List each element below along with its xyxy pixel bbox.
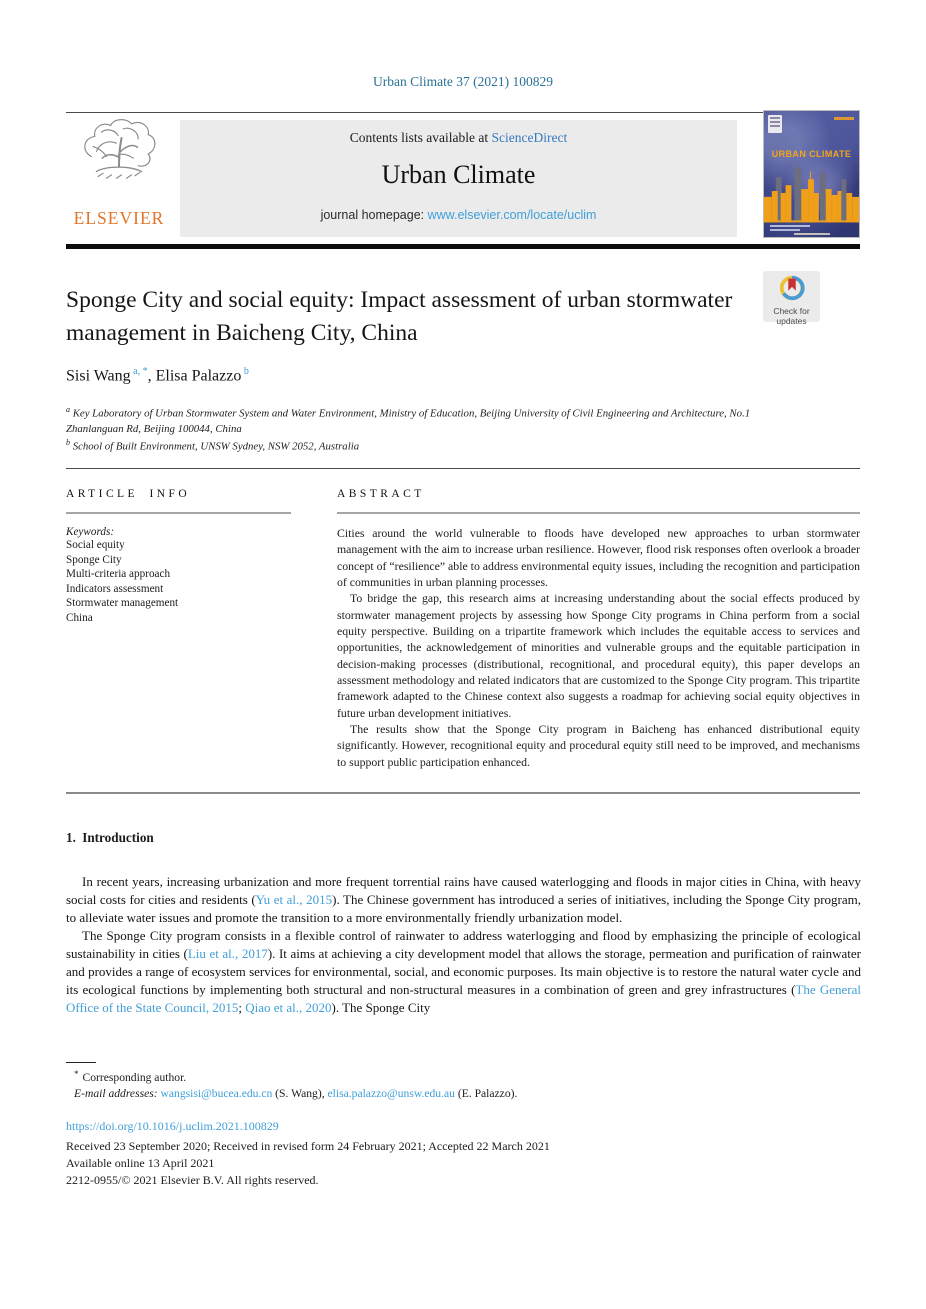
text-segment: ). The Chinese government has introduced a series of initiatives, including the Sponge City program, to alleviate water issues and promote the transition to a more environmentally friendly urbanization model. [66, 892, 861, 925]
abstract-heading: ABSTRACT [337, 488, 425, 500]
abstract-text [337, 525, 860, 770]
keyword-item: Social equity [66, 539, 125, 551]
top-rule [66, 112, 860, 113]
email-links [161, 1087, 518, 1100]
citation-link[interactable]: The General Office of the State Council, 2015 [66, 982, 861, 1015]
check-for-updates-badge[interactable] [763, 271, 820, 326]
citation-link[interactable]: elisa.palazzo@unsw.edu.au [327, 1087, 455, 1101]
elsevier-tree-icon [73, 118, 165, 210]
banner-bottom-rule [66, 244, 860, 249]
cover-text-decor [770, 225, 810, 227]
introduction-body [66, 873, 861, 1017]
cover-text-decor [794, 233, 830, 235]
text-segment: (E. Palazzo). [454, 1087, 518, 1101]
received-dates: Received 23 September 2020; Received in revised form 24 February 2021; Accepted 22 March 2021 [66, 1139, 550, 1154]
email-addresses-line [74, 1086, 774, 1102]
article-footer [66, 1118, 860, 1189]
article-info-heading: ARTICLE INFO [66, 488, 191, 500]
intro-paragraph [66, 873, 861, 927]
copyright-line: 2212-0955/© 2021 Elsevier B.V. All rights reserved. [66, 1173, 319, 1188]
abstract-paragraph: The results show that the Sponge City program in Baicheng has enhanced distributional equity significantly. However, recognitional equity and procedural equity still need to be improved, and mechanisms to support public participation enhanced. [337, 721, 860, 769]
journal-citation-header: Urban Climate 37 (2021) 100829 [373, 74, 553, 89]
keywords-label: Keywords: [66, 526, 115, 538]
affiliations-block [66, 404, 766, 455]
citation-link[interactable]: Yu et al., 2015 [255, 892, 333, 907]
abstract-paragraph: To bridge the gap, this research aims at increasing understanding about the social effects produced by stormwater management projects by assessing how Sponge City programs in China perform from a social equity perspective. Building on a tripartite framework which includes the equitable access to services and opportunities, the acknowledgement of minorities and vulnerable groups and the equitable participation in decision-making processes (distributional, recognitional, and procedural equity), this paper develops an assessment methodology and related indicators that are customized to the Sponge City program. This tripartite framework adapted to the Chinese context also suggests a roadmap for achieving social equity objectives in future urban development initiatives. [337, 591, 860, 720]
keyword-item: China [66, 611, 93, 624]
journal-name: Urban Climate [381, 160, 536, 189]
homepage-line [180, 208, 737, 222]
abstract-rule [337, 512, 860, 514]
citation-link[interactable]: Liu et al., 2017 [187, 946, 268, 961]
footnotes-block [74, 1068, 774, 1102]
cover-title: URBAN CLIMATE [771, 149, 852, 159]
keyword-item: Sponge City [66, 553, 122, 566]
text-segment: ). It aims at achieving a city development model that allows the storage, permeation and purification of rainwater and provides a range of ecosystem services for environmental, social, and economic purposes. Its main objective is to restore the natural water cycle and its ecological functions by implementing both structural and non-structural measures in a combination of green and grey infrastructures ( [66, 946, 861, 997]
affiliation: $^a$ Key Laboratory of Urban Stormwater System and Water Environment, Ministry of Education, Beijing University of Civil Engineering and Architecture, No.1 Zhanlanguan Rd, Beijing 100044, China [66, 405, 751, 435]
citation-link[interactable]: Qiao et al., 2020 [245, 1000, 332, 1015]
author-separator: , [147, 367, 156, 385]
contents-line [180, 130, 737, 146]
homepage-link[interactable]: www.elsevier.com/locate/uclim [427, 208, 597, 222]
article-info-column [66, 488, 294, 625]
abstract-bottom-rule [66, 792, 860, 794]
keywords-list [66, 538, 294, 625]
corresponding-author-text: Corresponding author. [82, 1071, 187, 1084]
elsevier-wordmark: ELSEVIER [73, 208, 165, 228]
abstract-paragraph: Cities around the world vulnerable to floods have developed new approaches to urban stormwater management with the aim to increase urban resilience. However, flood risk responses often overlook a broader concept of “resilience” able to address environmental equity issues, including the recognition and participation of communities in urban planning processes. [337, 526, 860, 589]
text-segment: ). The Sponge City [331, 1000, 431, 1015]
doi-link[interactable]: https://doi.org/10.1016/j.uclim.2021.100829 [66, 1119, 279, 1133]
article-info-rule [66, 512, 291, 514]
homepage-label: journal homepage: [320, 208, 428, 222]
journal-cover-thumbnail[interactable] [763, 110, 860, 238]
keyword-item: Multi-criteria approach [66, 568, 171, 581]
intro-paragraph [66, 927, 861, 1017]
elsevier-logo [66, 118, 172, 238]
author-affiliation-sup: b [241, 366, 249, 377]
article-title: Sponge City and social equity: Impact assessment of urban stormwater management in Baicheng City, China [66, 287, 733, 346]
asterisk-marker: * [74, 1069, 79, 1079]
text-segment: The Sponge City program consists in a flexible control of rainwater to address waterlogging and flood by emphasizing the principle of ecological sustainability in cities ( [66, 928, 861, 961]
keyword-item: Indicators assessment [66, 582, 164, 595]
journal-banner [180, 120, 737, 237]
citation-link[interactable]: wangsisi@bucea.edu.cn [160, 1087, 273, 1101]
email-label: E-mail addresses: [74, 1087, 161, 1101]
text-segment: In recent years, increasing urbanization and more frequent torrential rains have caused waterlogging and floods in major cities in China, with heavy social costs for cities and residents ( [66, 874, 861, 907]
affiliation: $^b$ School of Built Environment, UNSW Sydney, NSW 2052, Australia [66, 438, 360, 453]
introduction-heading: 1. Introduction [66, 830, 154, 845]
introduction-section [66, 830, 861, 1017]
abstract-column [337, 488, 860, 770]
title-section-rule [66, 468, 860, 469]
cover-skyline-icon [764, 161, 859, 223]
cover-issn-decor [834, 117, 854, 120]
text-segment: ; [238, 1000, 246, 1015]
check-for-updates-label: Check for updates [773, 306, 810, 326]
sciencedirect-link[interactable]: ScienceDirect [491, 130, 568, 145]
keyword-item: Stormwater management [66, 597, 179, 610]
contents-prefix: Contents lists available at [349, 130, 492, 145]
cover-text-decor [770, 229, 800, 231]
check-for-updates-icon [777, 274, 807, 302]
footnote-rule [66, 1062, 96, 1063]
author-name: Sisi Wang [66, 367, 131, 385]
text-segment: (S. Wang), [272, 1087, 328, 1101]
author-line [66, 366, 249, 385]
author-affiliation-sup: a, * [130, 366, 148, 377]
cover-publisher-logo [768, 115, 782, 133]
corresponding-author-note [74, 1068, 774, 1086]
available-online: Available online 13 April 2021 [66, 1156, 215, 1171]
author-name: Elisa Palazzo [155, 367, 242, 385]
